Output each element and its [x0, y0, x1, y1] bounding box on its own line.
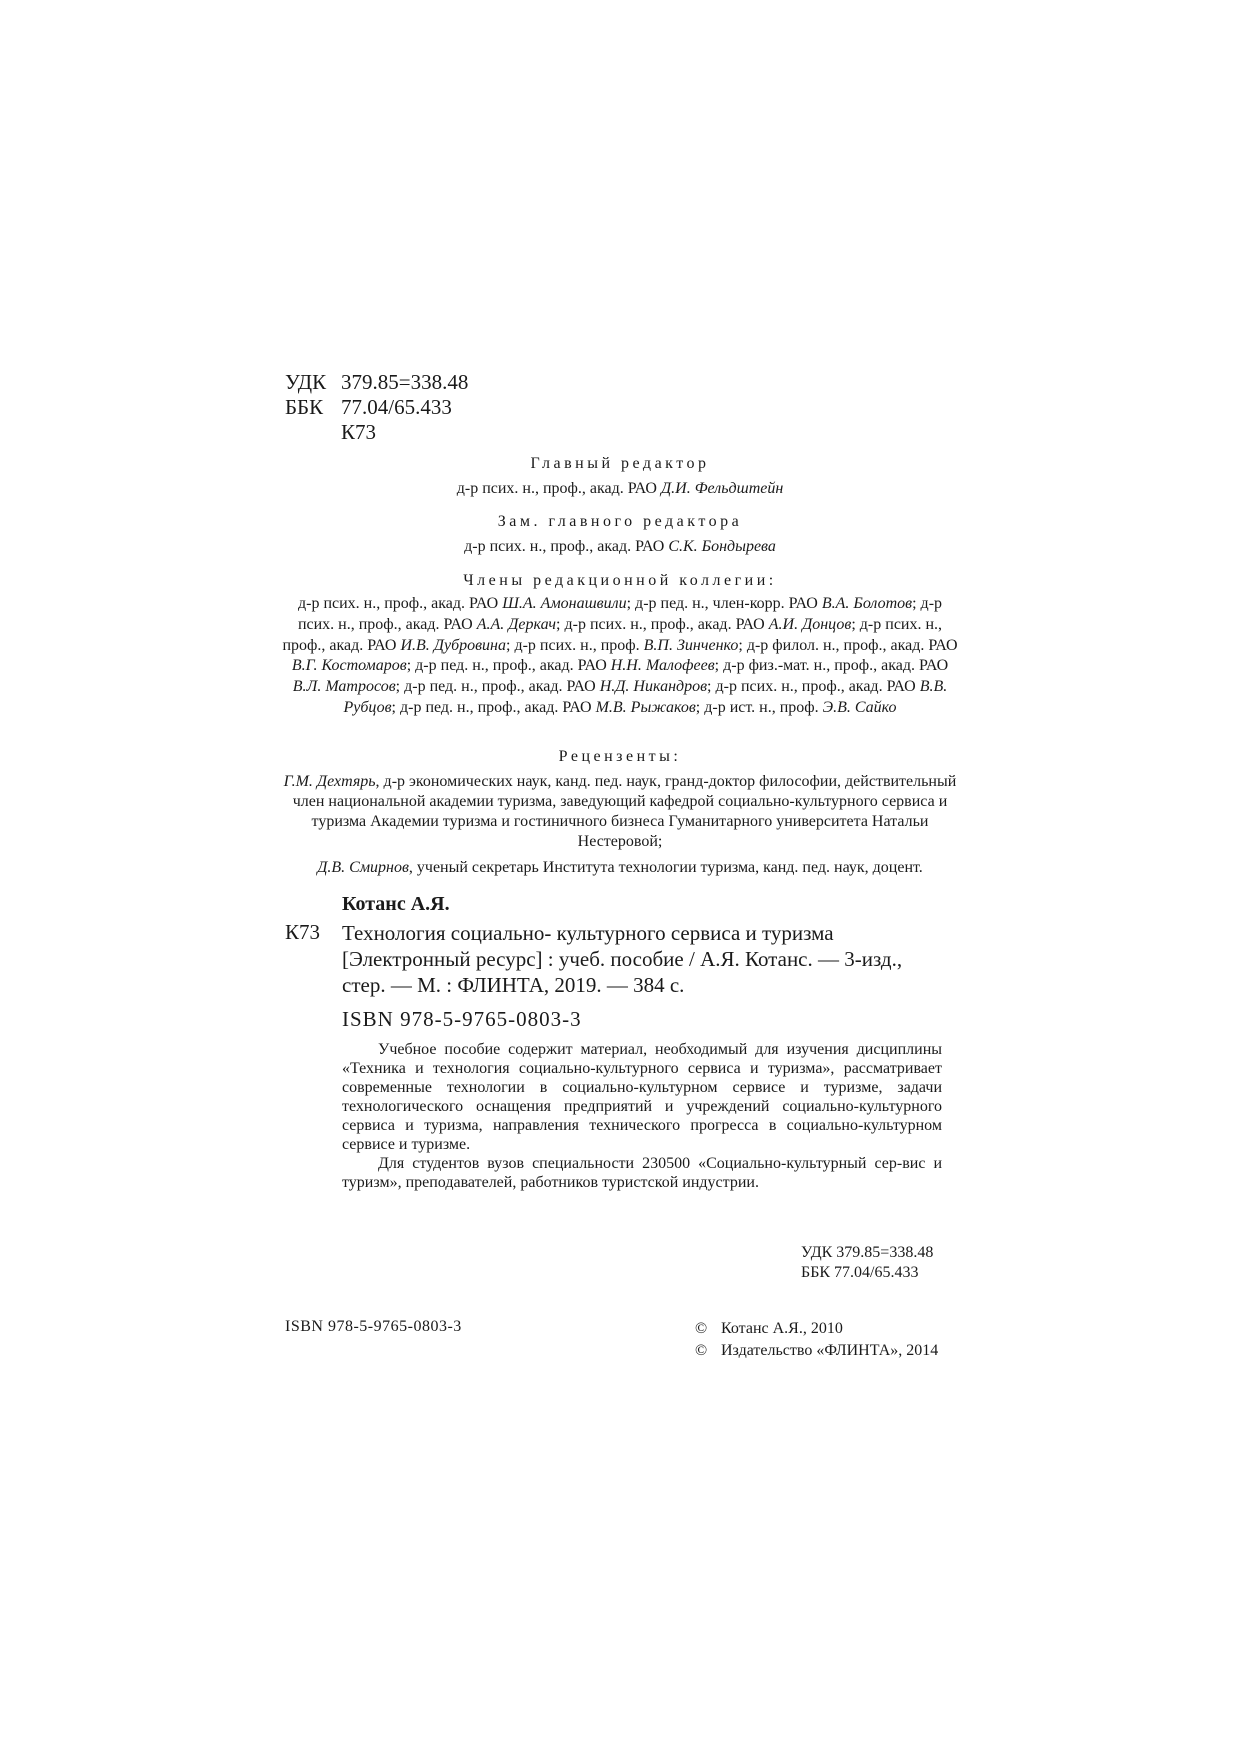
footer-codes [801, 1243, 933, 1283]
board-member-rank: д-р псих. н., проф., акад. РАО [297, 595, 503, 612]
bbk-label: ББК [285, 395, 324, 419]
footer-bbk: ББК 77.04/65.433 [801, 1264, 919, 1281]
board-member-separator: ; [506, 636, 515, 654]
author-mark: К73 [341, 420, 377, 444]
board-member-separator: ; [556, 615, 565, 633]
board-member-name: В.П. Зинченко [643, 636, 739, 654]
udk-row [285, 370, 468, 395]
board-member-rank: д-р пед. н., проф., акад. РАО [404, 678, 600, 696]
book-isbn: ISBN 978-5-9765-0803-3 [342, 1007, 582, 1031]
bib-line: [Электронный ресурс] : учеб. пособие / А.Я. Котанс. — 3-изд., [342, 947, 903, 971]
board-member-name: В.А. Болотов [821, 595, 913, 612]
chief-editor-rank: д-р псих. н., проф., акад. РАО [456, 480, 661, 497]
deputy-editor-rank: д-р псих. н., проф., акад. РАО [464, 538, 669, 555]
board-member-separator: ; [738, 636, 747, 654]
board-member-name: Н.Д. Никандров [599, 678, 708, 696]
board-member-separator: ; [406, 657, 416, 675]
board-member-rank: д-р пед. н., проф., акад. РАО [415, 657, 611, 675]
copyright-author-line [695, 1318, 938, 1340]
copyright-author: Котанс А.Я., 2010 [721, 1320, 843, 1337]
board-member-separator: ; [391, 698, 400, 716]
board-member-separator: ; [395, 678, 405, 696]
board-member-name: А.И. Донцов [768, 615, 852, 633]
udk-label: УДК [285, 370, 327, 394]
board-member-name: Ш.А. Амонашвили [502, 595, 627, 612]
bbk-row [285, 395, 468, 420]
book-mark: К73 [285, 920, 321, 944]
chief-editor-heading: Главный редактор [530, 455, 710, 472]
copyright-symbol: © [695, 1342, 708, 1359]
board-member-rank: д-р псих. н., проф., акад. РАО [282, 615, 943, 654]
board-member-separator: ; [695, 698, 705, 716]
abstract-paragraph: Учебное пособие содержит материал, необходимый для изучения дисциплины «Техника и технология социально-культурного сервиса и туризма», рассматривает современные технологии в социально-культурном сервисе и туризме, задачи технологического оснащения предприятий и учреждений социально-культурного сервиса и туризма, направления технического прогресса в социально-культурном сервисе и туризме. [342, 1041, 942, 1153]
copyright-symbol: © [695, 1320, 708, 1337]
board-member-separator: ; [912, 595, 921, 612]
deputy-editor-name: С.К. Бондырева [668, 538, 776, 555]
reviewer-2-name: Д.В. Смирнов [317, 859, 409, 876]
bib-line: Технология социально- культурного сервиса и туризма [342, 921, 834, 945]
chief-editor-name: Д.И. Фельдштейн [660, 480, 784, 497]
bbk-value: 77.04/65.433 [341, 395, 452, 419]
reviewers-heading: Рецензенты: [558, 748, 682, 765]
footer-isbn: ISBN 978-5-9765-0803-3 [285, 1318, 462, 1335]
board-member-name: И.В. Дубровина [400, 636, 506, 654]
board-member-name: М.В. Рыжаков [595, 698, 696, 716]
udk-value: 379.85=338.48 [341, 370, 469, 394]
abstract-paragraph: Для студентов вузов специальности 230500 «Социально-культурный сер-вис и туризм», преподавателей, работников туристской индустрии. [342, 1155, 942, 1191]
reviewer-2-text: , ученый секретарь Института технологии туризма, канд. пед. наук, доцент. [408, 859, 923, 876]
board-members-heading: Члены редакционной коллегии: [463, 572, 777, 589]
book-abstract [342, 1040, 942, 1192]
board-member-name: А.А. Деркач [476, 615, 557, 633]
deputy-editor [280, 537, 960, 557]
board-member-rank: д-р псих. н., проф., акад. РАО [564, 615, 769, 633]
board-member-rank: д-р пед. н., проф., акад. РАО [399, 698, 596, 716]
board-members-list [280, 594, 960, 719]
bib-line: стер. — М. : ФЛИНТА, 2019. — 384 с. [342, 973, 685, 997]
book-author: Котанс А.Я. [342, 893, 450, 915]
classification-codes [285, 370, 468, 445]
reviewer-1 [280, 772, 960, 852]
footer-udk: УДК 379.85=338.48 [801, 1244, 934, 1261]
copyright-block [695, 1318, 938, 1362]
board-member-rank: д-р физ.-мат. н., проф., акад. РАО [723, 657, 949, 675]
board-member-separator: ; [851, 615, 860, 633]
chief-editor [280, 479, 960, 499]
board-member-name: Н.Н. Малофеев [610, 657, 715, 675]
board-member-rank: д-р псих. н., проф., акад. РАО [715, 678, 920, 696]
bibliographic-description [342, 920, 950, 998]
deputy-editor-heading: Зам. главного редактора [497, 513, 743, 530]
board-member-rank: д-р филол. н., проф., акад. РАО [746, 636, 958, 654]
reviewer-2 [280, 858, 960, 878]
board-member-rank: д-р пед. н., член-корр. РАО [635, 595, 822, 612]
board-member-name: В.В. Рубцов [343, 678, 948, 716]
board-member-name: В.Г. Костомаров [291, 657, 407, 675]
copyright-publisher-line [695, 1340, 938, 1362]
board-member-rank: д-р псих. н., проф. [514, 636, 644, 654]
board-member-separator: ; [707, 678, 716, 696]
board-member-separator: ; [626, 595, 636, 612]
board-member-name: Э.В. Сайко [822, 698, 897, 716]
board-member-rank: д-р псих. н., проф., акад. РАО [297, 595, 943, 633]
reviewer-1-text: , д-р экономических наук, канд. пед. наук, гранд-доктор философии, действительный член национальной академии туризма, заведующий кафедрой социально-культурного сервиса и туризма Академии туризма и гостиничного бизнеса Гуманитарного университета Натальи Нестеровой; [292, 773, 957, 850]
board-member-name: В.Л. Матросов [292, 678, 396, 696]
board-member-rank: д-р ист. н., проф. [704, 698, 823, 716]
copyright-publisher: Издательство «ФЛИНТА», 2014 [721, 1342, 939, 1359]
reviewer-1-name: Г.М. Дехтярь [283, 773, 376, 790]
board-member-separator: ; [714, 657, 724, 675]
